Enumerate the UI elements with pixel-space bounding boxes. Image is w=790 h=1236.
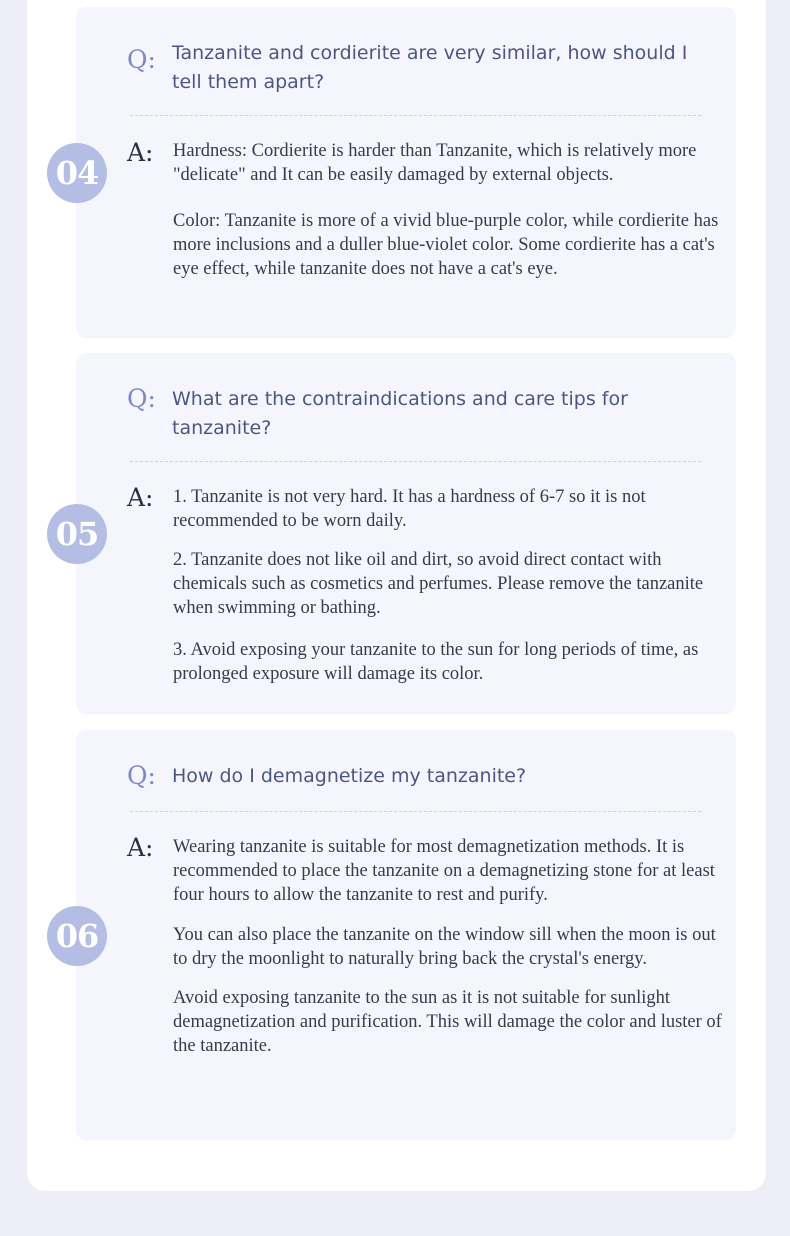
divider xyxy=(130,811,701,812)
answer-paragraph: You can also place the tanzanite on the window sill when the moon is out to dry the moonlight to naturally bring back the crystal's energy. xyxy=(173,925,716,969)
answer-paragraph: Hardness: Cordierite is harder than Tanzanite, which is relatively more "delicate" and It can be easily damaged by external objects. xyxy=(173,141,697,185)
faq-card-06 xyxy=(76,730,736,1140)
faq-card-04 xyxy=(76,7,736,338)
faq-answer xyxy=(173,485,725,686)
answer-paragraph: Avoid exposing tanzanite to the sun as it is not suitable for sunlight demagnetization and purification. This will damage the color and luster of the tanzanite. xyxy=(173,988,722,1056)
answer-paragraph: Wearing tanzanite is suitable for most demagnetization methods. It is recommended to place the tanzanite on a demagnetizing stone for at least four hours to allow the tanzanite to rest and purify. xyxy=(173,837,715,905)
faq-answer xyxy=(173,139,725,281)
answer-paragraph: 3. Avoid exposing your tanzanite to the sun for long periods of time, as prolonged exposure will damage its color. xyxy=(173,640,699,684)
faq-number-badge: 04 xyxy=(47,143,107,203)
faq-number-badge: 05 xyxy=(47,504,107,564)
question-marker: Q: xyxy=(127,45,156,74)
faq-question: What are the contraindications and care tips for tanzanite? xyxy=(172,388,628,439)
divider xyxy=(130,461,701,462)
faq-answer xyxy=(173,835,725,1058)
question-marker: Q: xyxy=(127,384,156,413)
answer-paragraph: 2. Tanzanite does not like oil and dirt, so avoid direct contact with chemicals such as cosmetics and perfumes. Please remove the tanzanite when swimming or bathing. xyxy=(173,550,704,618)
answer-marker: A: xyxy=(127,833,154,862)
answer-paragraph: Color: Tanzanite is more of a vivid blue-purple color, while cordierite has more inclusions and a duller blue-violet color. Some cordierite has a cat's eye effect, while tanzanite does not have a cat's eye. xyxy=(173,211,719,279)
faq-number-badge: 06 xyxy=(47,906,107,966)
answer-marker: A: xyxy=(127,138,154,167)
answer-paragraph: 1. Tanzanite is not very hard. It has a hardness of 6-7 so it is not recommended to be worn daily. xyxy=(173,487,646,531)
faq-question: Tanzanite and cordierite are very similar, how should I tell them apart? xyxy=(172,42,688,93)
question-marker: Q: xyxy=(127,761,156,790)
faq-card-05 xyxy=(76,353,736,714)
answer-marker: A: xyxy=(127,483,154,512)
divider xyxy=(130,115,701,116)
faq-question: How do I demagnetize my tanzanite? xyxy=(172,765,527,787)
